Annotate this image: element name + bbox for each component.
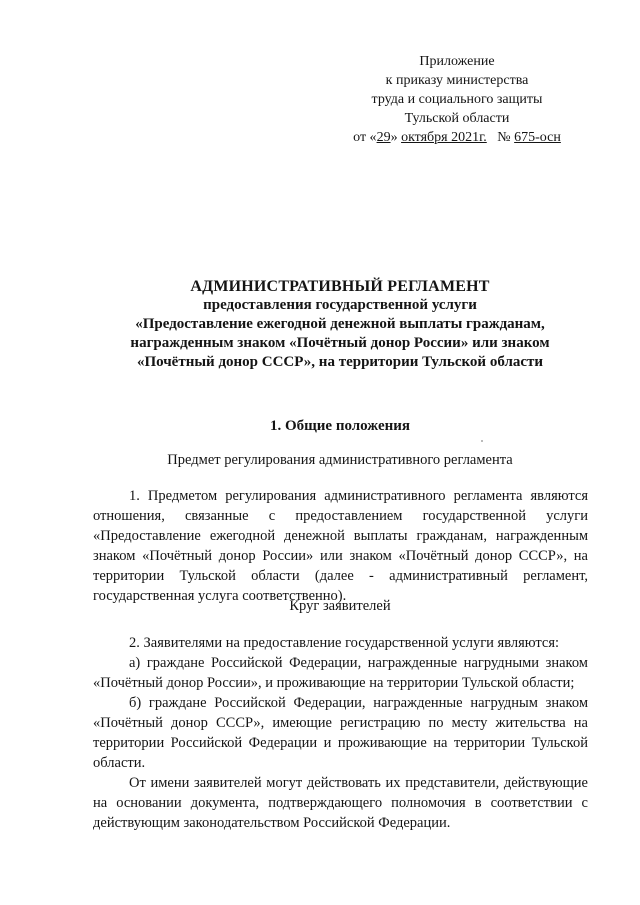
appendix-line-2: к приказу министерства: [385, 73, 529, 88]
paragraph-1: [93, 486, 588, 606]
paragraph-3-text: От имени заявителей могут действовать их представители, действующие на основании документа, подтверждающего полномочия в соответствии с действующим законодательством Российской Федерации.: [93, 775, 588, 831]
section-heading: 1. Общие положения: [269, 418, 411, 434]
order-number: 675-осн: [514, 130, 561, 145]
subheading-subject: Предмет регулирования административного регламента: [167, 452, 513, 468]
order-day: 29: [376, 130, 391, 145]
list-item-a: а) граждане Российской Федерации, награжденные нагрудными знаком «Почётный донор России», и проживающие на территории Тульской области;: [93, 655, 588, 691]
number-prefix: №: [486, 130, 515, 145]
paragraph-2-block: [93, 633, 588, 833]
order-month-year: октября 2021г.: [401, 130, 487, 145]
paragraph-1-text: 1. Предметом регулирования административного регламента являются отношения, связанные с предоставлением государственной услуги «Предоставление ежегодной денежной выплаты гражданам, награжденным знаком «Почётный донор России» или знаком «Почётный донор СССР», на территории Тульской области (далее - административный регламент, государственная услуга соответственно).: [93, 488, 588, 604]
title-line-5: «Почётный донор СССР», на территории Тульской области: [136, 354, 544, 370]
title-main: АДМИНИСТРАТИВНЫЙ РЕГЛАМЕНТ: [190, 278, 490, 295]
title-line-3: «Предоставление ежегодной денежной выплаты гражданам,: [135, 316, 545, 332]
order-date-line: [342, 128, 572, 147]
date-prefix: от «: [353, 130, 377, 145]
document-title: [60, 277, 620, 372]
appendix-header: [342, 52, 572, 147]
title-line-4: награжденным знаком «Почётный донор России» или знаком: [130, 335, 550, 351]
date-mid: »: [390, 130, 402, 145]
appendix-line-1: Приложение: [419, 54, 495, 69]
title-line-2: предоставления государственной услуги: [203, 297, 477, 313]
appendix-line-4: Тульской области: [404, 111, 510, 126]
appendix-line-3: труда и социального защиты: [371, 92, 543, 107]
subheading-applicants: Круг заявителей: [289, 598, 391, 614]
list-item-b: б) граждане Российской Федерации, награжденные нагрудным знаком «Почётный донор СССР», имеющие регистрацию по месту жительства на территории Российской Федерации и проживающие на территории Тульской области.: [93, 695, 588, 771]
paragraph-2-text: 2. Заявителями на предоставление государственной услуги являются:: [129, 635, 560, 651]
scan-speck: [481, 440, 483, 442]
